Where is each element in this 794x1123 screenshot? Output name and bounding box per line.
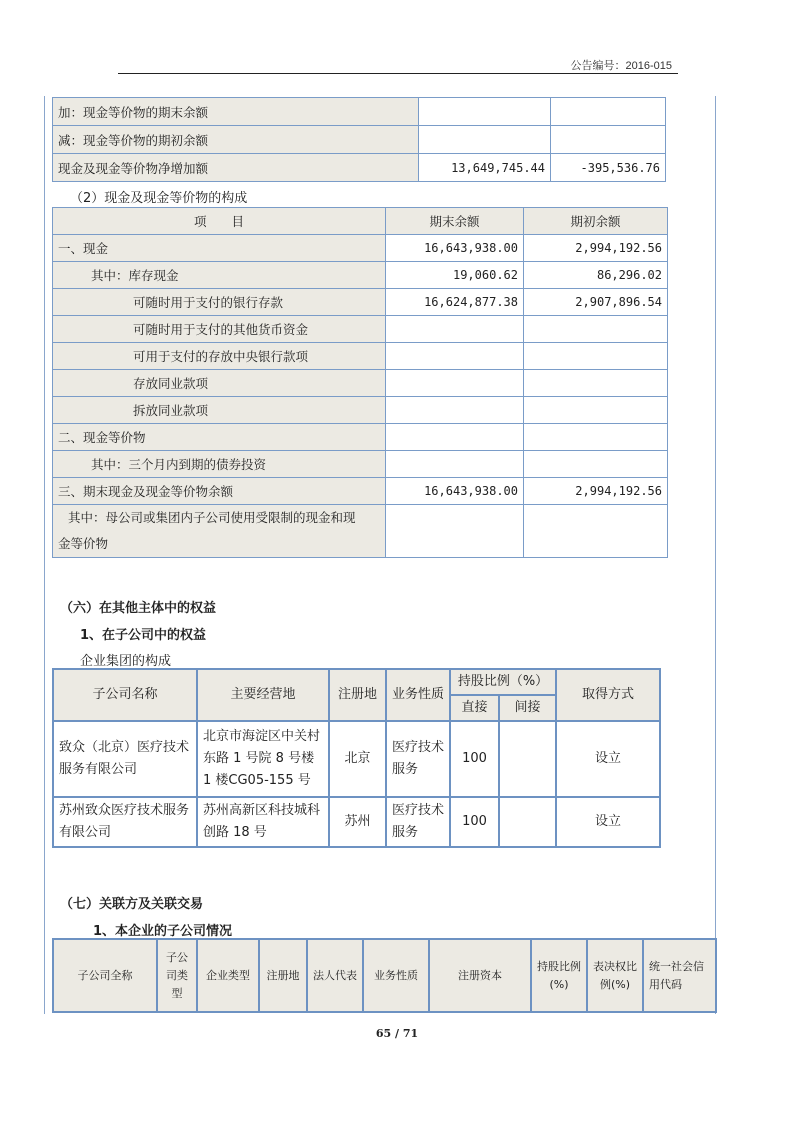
row-label: 可随时用于支付的银行存款 xyxy=(53,289,386,316)
end-value xyxy=(386,424,524,451)
table-row xyxy=(53,154,666,182)
begin-value xyxy=(524,397,668,424)
section6-title: （六）在其他主体中的权益 xyxy=(60,601,217,616)
end-value xyxy=(386,451,524,478)
row-label: 加：现金等价物的期末余额 xyxy=(53,98,419,126)
end-value xyxy=(386,370,524,397)
subsidiary-method: 设立 xyxy=(556,721,660,797)
cash-summary-table xyxy=(52,97,666,182)
table-row xyxy=(53,98,666,126)
col-header-enterprise-type: 企业类型 xyxy=(197,939,259,1012)
table-row xyxy=(53,505,668,558)
row-label: 三、期末现金及现金等价物余额 xyxy=(53,478,386,505)
restricted-cash-line1: 其中：母公司或集团内子公司使用受限制的现金和现 xyxy=(68,510,356,525)
composition-caption: （2）现金及现金等价物的构成 xyxy=(70,191,248,206)
row-label: 其中：三个月内到期的债券投资 xyxy=(53,451,386,478)
row-label: 可随时用于支付的其他货币资金 xyxy=(53,316,386,343)
table-row xyxy=(53,316,668,343)
subsidiary-indirect xyxy=(499,797,556,847)
prior-value xyxy=(551,126,666,154)
table-row xyxy=(53,235,668,262)
table-row xyxy=(53,262,668,289)
frame-left-border xyxy=(44,96,45,1014)
col-header-legal-rep: 法人代表 xyxy=(307,939,363,1012)
table-row xyxy=(53,289,668,316)
col-header-name: 子公司名称 xyxy=(53,669,197,721)
table-row xyxy=(53,721,660,797)
table-row xyxy=(53,397,668,424)
begin-value xyxy=(524,343,668,370)
col-header-credit-code: 统一社会信用代码 xyxy=(643,939,716,1012)
table-row xyxy=(53,797,660,847)
col-header-business: 业务性质 xyxy=(363,939,429,1012)
section7-subtitle: 1、本企业的子公司情况 xyxy=(93,924,233,939)
subsidiary-direct: 100 xyxy=(450,797,499,847)
section7-title: （七）关联方及关联交易 xyxy=(60,897,204,912)
begin-value xyxy=(524,505,668,558)
current-value: 13,649,745.44 xyxy=(419,154,551,182)
col-header-nature: 业务性质 xyxy=(386,669,450,721)
col-header-capital: 注册资本 xyxy=(429,939,531,1012)
begin-value: 2,907,896.54 xyxy=(524,289,668,316)
subsidiary-nature: 医疗技术服务 xyxy=(386,797,450,847)
subsidiary-place: 苏州高新区科技城科创路 18 号 xyxy=(197,797,329,847)
current-value xyxy=(419,126,551,154)
col-header-type: 子公司类型 xyxy=(157,939,197,1012)
table-header-row xyxy=(53,669,660,695)
col-header-reg: 注册地 xyxy=(329,669,386,721)
row-label: 减：现金等价物的期初余额 xyxy=(53,126,419,154)
current-value xyxy=(419,98,551,126)
row-label: 二、现金等价物 xyxy=(53,424,386,451)
end-value xyxy=(386,397,524,424)
subsidiary-reg: 北京 xyxy=(329,721,386,797)
restricted-cash-label xyxy=(53,505,386,558)
table-row xyxy=(53,451,668,478)
row-label: 拆放同业款项 xyxy=(53,397,386,424)
row-label: 可用于支付的存放中央银行款项 xyxy=(53,343,386,370)
group-composition-caption: 企业集团的构成 xyxy=(80,654,172,669)
subsidiary-direct: 100 xyxy=(450,721,499,797)
subsidiary-name: 苏州致众医疗技术服务有限公司 xyxy=(53,797,197,847)
col-header-fullname: 子公司全称 xyxy=(53,939,157,1012)
col-header-share-ratio: 持股比例(%) xyxy=(531,939,587,1012)
col-header-vote-ratio: 表决权比例(%) xyxy=(587,939,643,1012)
begin-value xyxy=(524,370,668,397)
subsidiary-name: 致众（北京）医疗技术服务有限公司 xyxy=(53,721,197,797)
row-label: 一、现金 xyxy=(53,235,386,262)
end-value: 16,624,877.38 xyxy=(386,289,524,316)
composition-table xyxy=(52,207,668,558)
subsidiary-method: 设立 xyxy=(556,797,660,847)
table-row xyxy=(53,370,668,397)
end-value xyxy=(386,343,524,370)
row-label: 现金及现金等价物净增加额 xyxy=(53,154,419,182)
col-header-reg-place: 注册地 xyxy=(259,939,307,1012)
table-row xyxy=(53,424,668,451)
related-subsidiary-table xyxy=(52,938,717,1013)
begin-value: 2,994,192.56 xyxy=(524,235,668,262)
page-number: 65 / 71 xyxy=(375,1027,419,1040)
col-header-direct: 直接 xyxy=(450,695,499,721)
restricted-cash-line2: 金等价物 xyxy=(58,536,109,551)
doc-number: 公告编号：2016-015 xyxy=(570,60,672,72)
table-header-row xyxy=(53,939,716,1012)
end-value xyxy=(386,505,524,558)
table-row xyxy=(53,126,666,154)
frame-right-border xyxy=(715,96,716,1014)
begin-value: 86,296.02 xyxy=(524,262,668,289)
table-row xyxy=(53,343,668,370)
begin-value xyxy=(524,451,668,478)
col-header-begin: 期初余额 xyxy=(524,208,668,235)
end-value: 16,643,938.00 xyxy=(386,235,524,262)
col-header-ratio: 持股比例（%） xyxy=(450,669,556,695)
table-row xyxy=(53,478,668,505)
col-header-end: 期末余额 xyxy=(386,208,524,235)
col-header-indirect: 间接 xyxy=(499,695,556,721)
subsidiary-indirect xyxy=(499,721,556,797)
col-header-item: 项 目 xyxy=(53,208,386,235)
section6-subtitle: 1、在子公司中的权益 xyxy=(80,628,207,643)
subsidiary-reg: 苏州 xyxy=(329,797,386,847)
begin-value: 2,994,192.56 xyxy=(524,478,668,505)
col-header-method: 取得方式 xyxy=(556,669,660,721)
end-value: 19,060.62 xyxy=(386,262,524,289)
row-label: 其中：库存现金 xyxy=(53,262,386,289)
begin-value xyxy=(524,316,668,343)
begin-value xyxy=(524,424,668,451)
end-value: 16,643,938.00 xyxy=(386,478,524,505)
prior-value xyxy=(551,98,666,126)
subsidiary-table xyxy=(52,668,661,848)
table-header-row xyxy=(53,208,668,235)
subsidiary-nature: 医疗技术服务 xyxy=(386,721,450,797)
subsidiary-place: 北京市海淀区中关村东路 1 号院 8 号楼 1 楼CG05-155 号 xyxy=(197,721,329,797)
row-label: 存放同业款项 xyxy=(53,370,386,397)
prior-value: -395,536.76 xyxy=(551,154,666,182)
col-header-place: 主要经营地 xyxy=(197,669,329,721)
end-value xyxy=(386,316,524,343)
header-rule xyxy=(118,73,678,74)
